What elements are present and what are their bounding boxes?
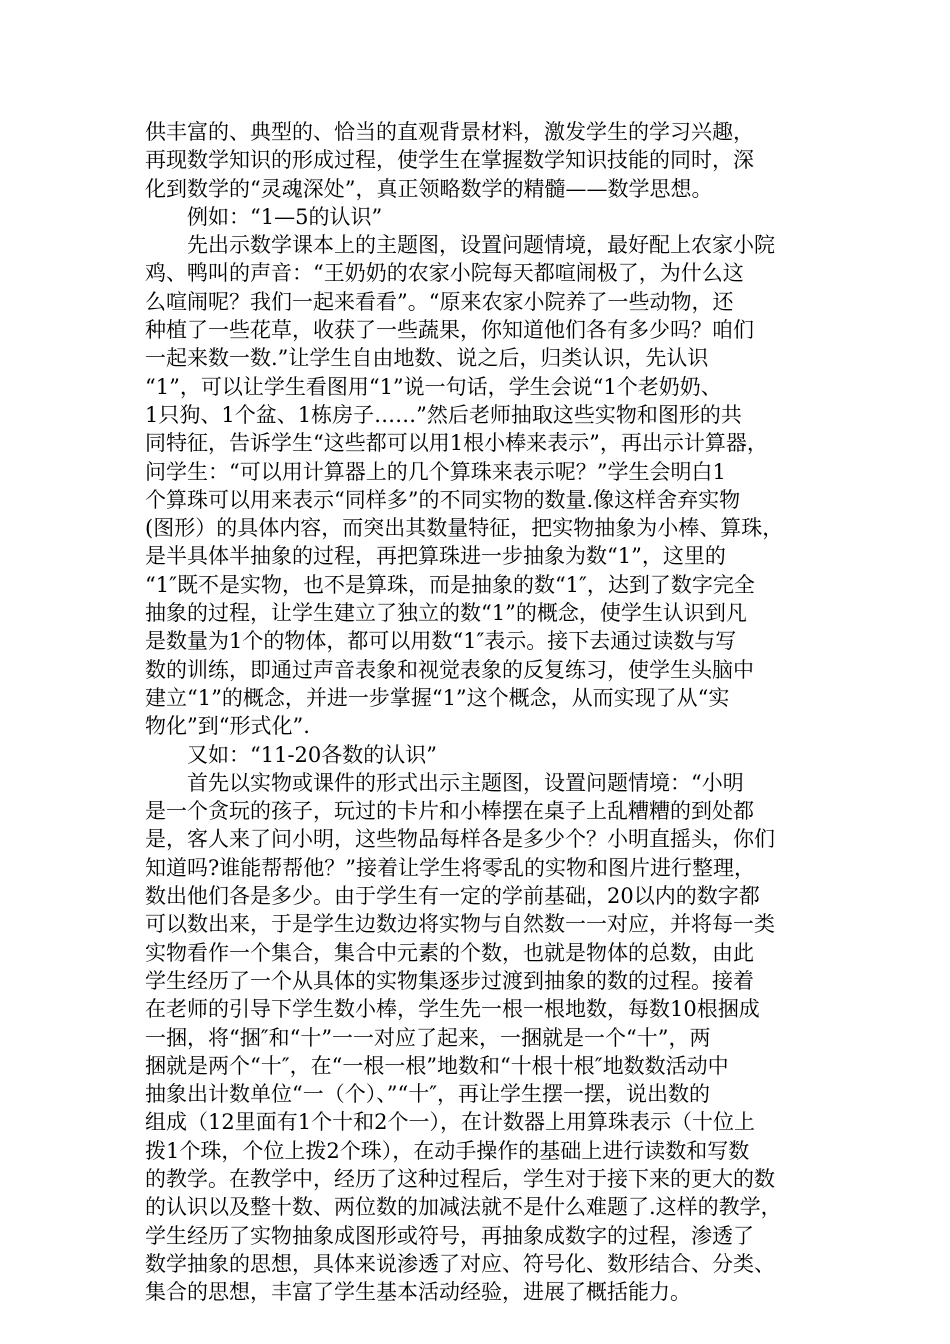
text-line: 是数量为1个的物体，都可以用数“1″表示。接下去通过读数与写 bbox=[145, 629, 737, 654]
text-line: 数学抽象的思想，具体来说渗透了对应、符号化、数形结合、分类、 bbox=[145, 1251, 775, 1276]
text-line: “1”，可以让学生看图用“1”说一句话，学生会说“1个老奶奶、 bbox=[145, 374, 722, 399]
text-line: 数出他们各是多少。由于学生有一定的学前基础，20以内的数字都 bbox=[145, 884, 760, 909]
text-line: 鸡、鸭叫的声音：“王奶奶的农家小院每天都喧闹极了，为什么这 bbox=[145, 261, 744, 286]
text-line: 问学生：“可以用计算器上的几个算珠来表示呢？”学生会明白1 bbox=[145, 459, 726, 484]
text-line: 实物看作一个集合，集合中元素的个数，也就是物体的总数，由此 bbox=[145, 940, 754, 965]
text-line: 么喧闹呢？我们一起来看看”。“原来农家小院养了一些动物，还 bbox=[145, 289, 734, 314]
example-heading-2: 又如：“11-20各数的认识” bbox=[187, 742, 438, 767]
text-line: (图形）的具体内容，而突出其数量特征，把实物抽象为小棒、算珠， bbox=[145, 516, 784, 541]
text-line: 同特征，告诉学生“这些都可以用1根小棒来表示”，再出示计算器， bbox=[145, 431, 768, 456]
text-line: 种植了一些花草，收获了一些蔬果，你知道他们各有多少吗？咱们 bbox=[145, 318, 754, 343]
text-line: 抽象出计数单位“一（个）、”“十″，再让学生摆一摆，说出数的 bbox=[145, 1082, 711, 1107]
text-line: 建立“1”的概念，并进一步掌握“1”这个概念，从而实现了从“实 bbox=[145, 685, 730, 710]
text-line: 学生经历了实物抽象成图形或符号，再抽象成数字的过程，渗透了 bbox=[145, 1223, 754, 1248]
text-line: 一捆，将“捆″和“十”一一对应了起来，一捆就是一个“十”，两 bbox=[145, 1025, 711, 1050]
text-line: 个算珠可以用来表示“同样多”的不同实物的数量.像这样舍弃实物 bbox=[145, 487, 741, 512]
text-line: 拨1个珠，个位上拨2个珠），在动手操作的基础上进行读数和写数 bbox=[145, 1138, 750, 1163]
example-heading-1: 例如：“1—5的认识” bbox=[187, 204, 383, 229]
document-body bbox=[145, 118, 810, 1306]
text-line: 先出示数学课本上的主题图，设置问题情境，最好配上农家小院 bbox=[187, 233, 775, 258]
text-line: 供丰富的、典型的、恰当的直观背景材料，激发学生的学习兴趣， bbox=[145, 120, 754, 144]
text-line: 1只狗、1个盆、1栋房子……”然后老师抽取这些实物和图形的共 bbox=[145, 402, 742, 427]
text-line: 是一个贪玩的孩子，玩过的卡片和小棒摆在桌子上乱糟糟的到处都 bbox=[145, 799, 754, 824]
text-line: 化到数学的“灵魂深处”，真正领略数学的精髓——数学思想。 bbox=[145, 176, 713, 201]
text-line: 的教学。在教学中，经历了这种过程后，学生对于接下来的更大的数 bbox=[145, 1166, 775, 1191]
text-line: 一起来数一数.”让学生自由地数、说之后，归类认识，先认识 bbox=[145, 346, 709, 371]
text-line: 是半具体半抽象的过程，再把算珠进一步抽象为数“1”，这里的 bbox=[145, 544, 726, 569]
text-line: 知道吗?谁能帮帮他？”接着让学生将零乱的实物和图片进行整理， bbox=[145, 855, 755, 880]
text-line: 学生经历了一个从具体的实物集逐步过渡到抽象的数的过程。接着 bbox=[145, 968, 754, 993]
text-line: 抽象的过程，让学生建立了独立的数“1”的概念，使学生认识到凡 bbox=[145, 601, 747, 626]
text-line: 可以数出来，于是学生边数边将实物与自然数一一对应，并将每一类 bbox=[145, 912, 775, 937]
text-line: 是，客人来了问小明，这些物品每样各是多少个？小明直摇头，你们 bbox=[145, 827, 775, 852]
text-line: 组成（12里面有1个十和2个一），在计数器上用算珠表示（十位上 bbox=[145, 1110, 755, 1135]
text-line: 数的训练，即通过声音表象和视觉表象的反复练习，使学生头脑中 bbox=[145, 657, 754, 682]
text-line: 再现数学知识的形成过程，使学生在掌握数学知识技能的同时，深 bbox=[145, 148, 754, 173]
text-line: 在老师的引导下学生数小棒，学生先一根一根地数，每数10根捆成 bbox=[145, 997, 760, 1022]
text-line: 集合的思想，丰富了学生基本活动经验，进展了概括能力。 bbox=[145, 1280, 691, 1305]
text-line: 捆就是两个“十″，在“一根一根”地数和“十根十根″地数数活动中 bbox=[145, 1053, 729, 1078]
text-line: 首先以实物或课件的形式出示主题图，设置问题情境：“小明 bbox=[187, 770, 744, 795]
text-line: 的认识以及整十数、两位数的加减法就不是什么难题了.这样的教学， bbox=[145, 1195, 782, 1220]
text-line: “1″既不是实物，也不是算珠，而是抽象的数“1″，达到了数字完全 bbox=[145, 572, 755, 597]
document-page bbox=[145, 0, 810, 1344]
text-line: 物化”到“形式化”. bbox=[145, 714, 310, 739]
